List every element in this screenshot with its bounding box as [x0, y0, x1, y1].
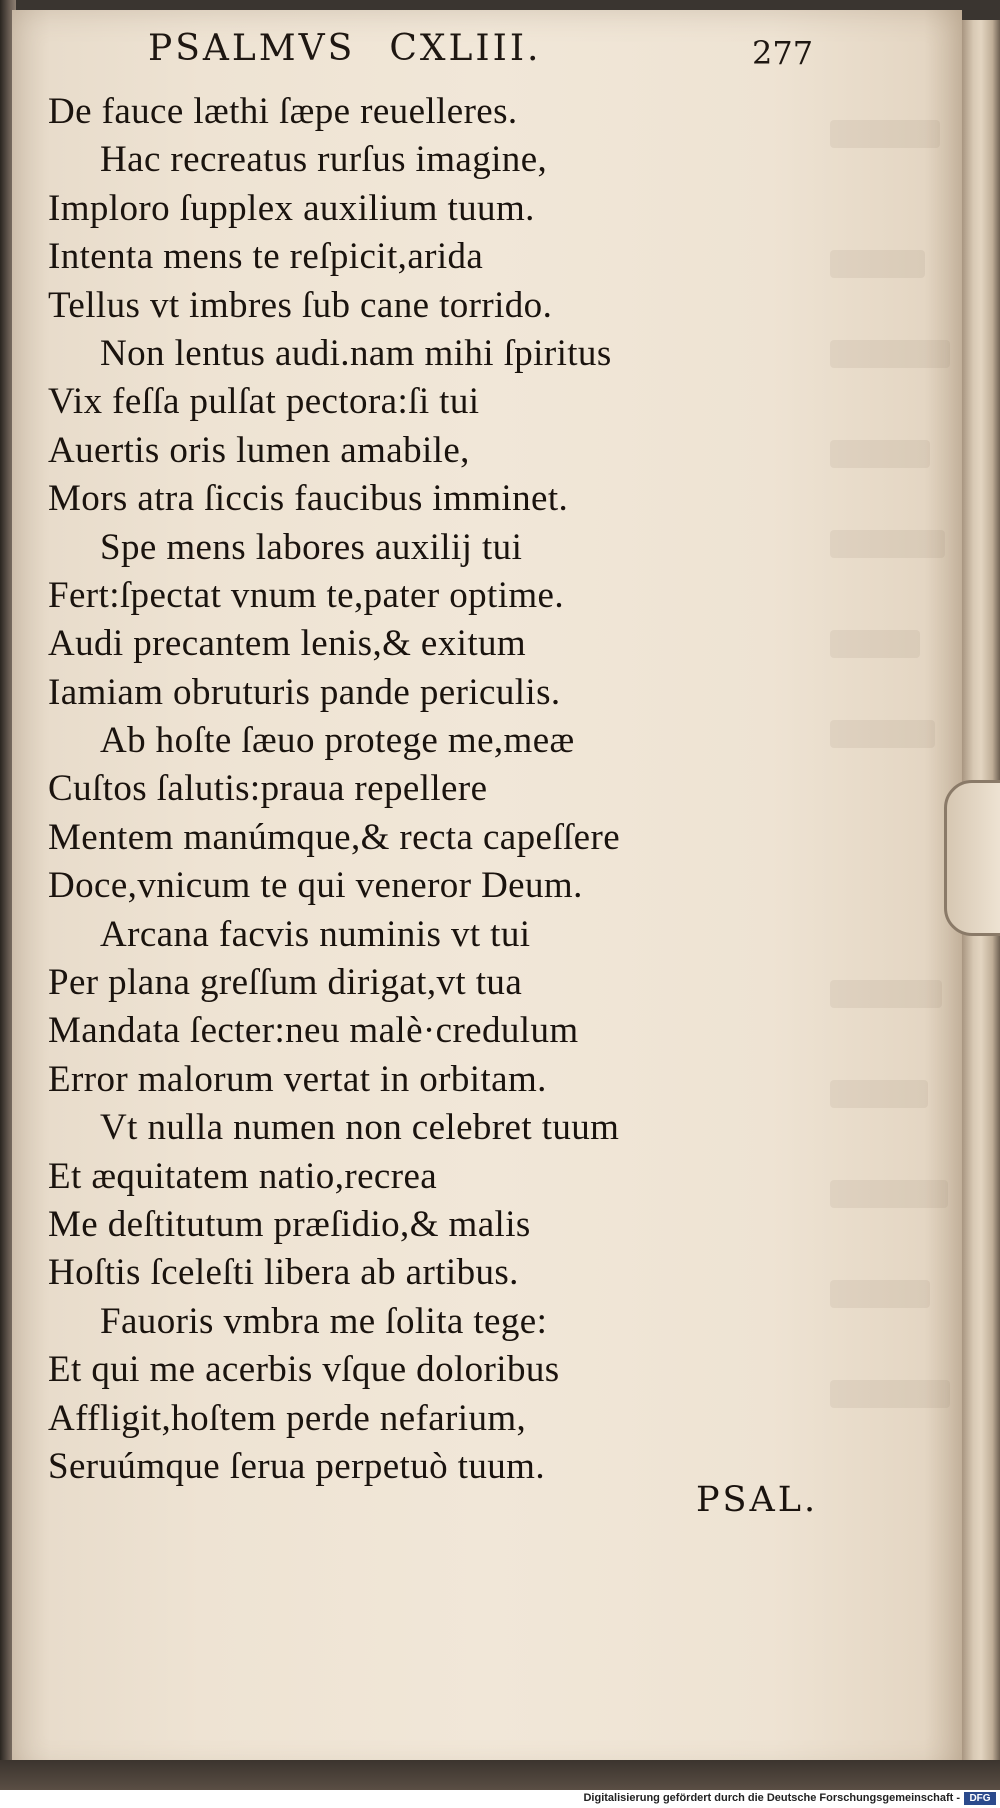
- text-line: Error malorum vertat in orbitam.: [48, 1058, 547, 1100]
- running-header: [148, 28, 542, 69]
- digitization-footer: [0, 1790, 1000, 1808]
- funding-credit: Digitalisierung gefördert durch die Deutsche Forschungsgemeinschaft -: [583, 1792, 960, 1804]
- text-line: Tellus vt imbres ſub cane torrido.: [48, 284, 553, 326]
- text-line: Et æquitatem natio,recrea: [48, 1155, 438, 1197]
- text-line: De fauce læthi ſæpe reuelleres.: [48, 91, 518, 132]
- psalm-text: [48, 88, 620, 1491]
- text-line: Auertis oris lumen amabile,: [48, 429, 470, 471]
- show-through-mark: [830, 340, 950, 368]
- text-line: Audi precantem lenis,& exitum: [48, 623, 527, 665]
- page-clip: [944, 780, 1000, 936]
- show-through-mark: [830, 120, 940, 148]
- dfg-logo: DFG: [964, 1792, 996, 1805]
- text-line: Ab hoſte ſæuo protege me,meæ: [100, 720, 575, 762]
- text-line: Fauoris vmbra me ſolita tege:: [100, 1300, 548, 1342]
- text-line: Mandata ſecter:neu malè·credulum: [48, 1010, 579, 1052]
- text-line: Arcana facvis numinis vt tui: [100, 913, 531, 955]
- show-through-mark: [830, 440, 930, 468]
- text-line: Et qui me acerbis vſque doloribus: [48, 1349, 560, 1391]
- text-line: Vix feſſa pulſat pectora:ſi tui: [48, 381, 480, 423]
- text-line: Non lentus audi.nam mihi ſpiritus: [100, 332, 612, 374]
- text-line: Me deſtitutum præſidio,& malis: [48, 1203, 531, 1245]
- catchword: PSAL.: [696, 1480, 819, 1520]
- text-line: Affligit,hoſtem perde nefarium,: [48, 1397, 527, 1439]
- text-line: Per plana greſſum dirigat,vt tua: [48, 962, 523, 1004]
- show-through-mark: [830, 1080, 928, 1108]
- psalm-number: CXLIII.: [389, 28, 542, 69]
- text-line: Mors atra ſiccis faucibus imminet.: [48, 478, 569, 520]
- show-through-mark: [830, 1280, 930, 1308]
- text-line: Hac recreatus rurſus imagine,: [100, 139, 548, 181]
- text-line: Hoſtis ſceleſti libera ab artibus.: [48, 1252, 519, 1294]
- running-title: PSALMVS: [148, 28, 356, 69]
- text-line: Doce,vnicum te qui veneror Deum.: [48, 865, 583, 907]
- text-line: Seruúmque ſerua perpetuò tuum.: [48, 1445, 545, 1487]
- book-bottom-edge: [0, 1760, 1000, 1790]
- show-through-mark: [830, 720, 935, 748]
- show-through-mark: [830, 630, 920, 658]
- show-through-mark: [830, 1180, 948, 1208]
- show-through-mark: [830, 530, 945, 558]
- text-line: Imploro ſupplex auxilium tuum.: [48, 187, 535, 229]
- page-number: 277: [752, 34, 814, 72]
- text-line: Iamiam obruturis pande periculis.: [48, 671, 561, 713]
- text-line: Cuſtos ſalutis:praua repellere: [48, 768, 488, 810]
- text-line: Mentem manúmque,& recta capeſſere: [48, 816, 621, 858]
- text-line: Intenta mens te reſpicit,arida: [48, 236, 484, 278]
- text-line: Spe mens labores auxilij tui: [100, 526, 523, 568]
- show-through-mark: [830, 980, 942, 1008]
- show-through-mark: [830, 250, 925, 278]
- show-through-mark: [830, 1380, 950, 1408]
- text-line: Vt nulla numen non celebret tuum: [100, 1107, 620, 1149]
- text-line: Fert:ſpectat vnum te,pater optime.: [48, 574, 565, 616]
